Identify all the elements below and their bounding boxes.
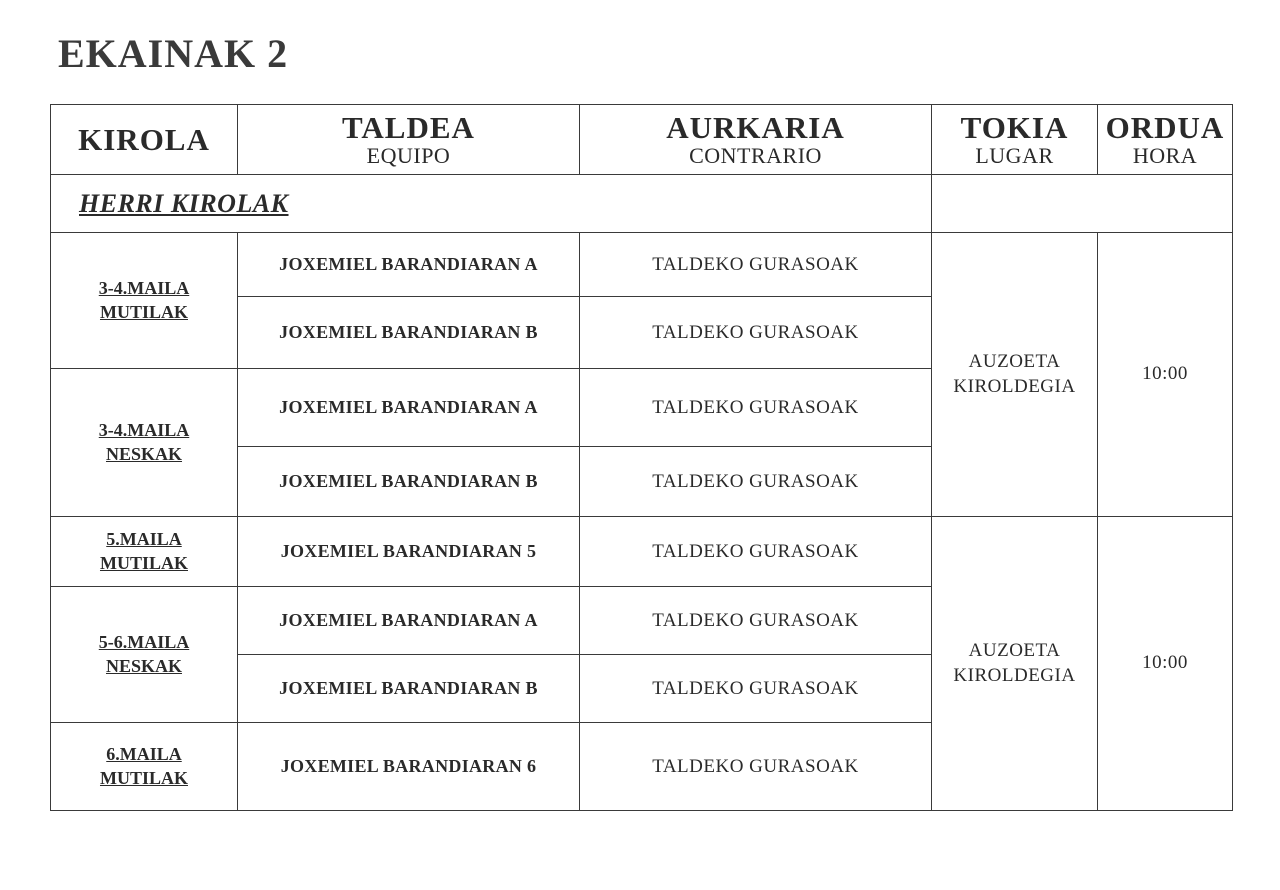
header-tokia [932,105,1098,175]
category-cell [51,369,238,517]
header-ordua [1098,105,1233,175]
section-empty-cell [932,175,1233,233]
category-gender: NESKAK [105,655,183,676]
team-cell: JOXEMIEL BARANDIARAN 6 [238,723,580,811]
category-cell [51,723,238,811]
page-title: EKAINAK 2 [58,31,289,76]
category-cell [51,517,238,587]
team-cell: JOXEMIEL BARANDIARAN A [238,369,580,447]
header-kirola-label: KIROLA [78,122,210,157]
opponent-cell: TALDEKO GURASOAK [580,447,932,517]
category-cell [51,233,238,369]
header-taldea-sub: EQUIPO [366,143,451,168]
header-ordua-sub: HORA [1132,143,1198,168]
category-gender: MUTILAK [99,552,188,573]
venue-name: AUZOETA [968,639,1061,661]
opponent-cell: TALDEKO GURASOAK [580,297,932,369]
header-tokia-sub: LUGAR [975,143,1054,168]
time-cell: 10:00 [1098,233,1233,517]
header-aurkaria-sub: CONTRARIO [689,143,822,168]
venue-building: KIROLDEGIA [953,664,1076,686]
opponent-cell: TALDEKO GURASOAK [580,233,932,297]
team-cell: JOXEMIEL BARANDIARAN A [238,233,580,297]
section-title: HERRI KIROLAK [51,175,932,233]
opponent-cell: TALDEKO GURASOAK [580,723,932,811]
team-cell: JOXEMIEL BARANDIARAN B [238,447,580,517]
opponent-cell: TALDEKO GURASOAK [580,655,932,723]
team-cell: JOXEMIEL BARANDIARAN 5 [238,517,580,587]
table-row [51,233,1233,297]
category-level: 5.MAILA [106,529,182,550]
schedule-table [50,104,1233,811]
venue-cell [932,233,1098,517]
category-level: 5-6.MAILA [98,632,190,653]
category-level: 3-4.MAILA [98,278,190,299]
section-row [51,175,1233,233]
team-cell: JOXEMIEL BARANDIARAN B [238,297,580,369]
header-kirola [51,105,238,175]
venue-cell [932,517,1098,811]
category-cell [51,587,238,723]
category-gender: MUTILAK [99,301,188,322]
category-gender: NESKAK [105,443,183,464]
team-cell: JOXEMIEL BARANDIARAN B [238,655,580,723]
header-tokia-label: TOKIA [960,110,1069,145]
team-cell: JOXEMIEL BARANDIARAN A [238,587,580,655]
venue-name: AUZOETA [968,350,1061,372]
opponent-cell: TALDEKO GURASOAK [580,587,932,655]
header-ordua-label: ORDUA [1105,110,1225,145]
header-taldea [238,105,580,175]
venue-building: KIROLDEGIA [953,375,1076,397]
table-row [51,517,1233,587]
time-cell: 10:00 [1098,517,1233,811]
header-aurkaria [580,105,932,175]
category-level: 6.MAILA [106,744,182,765]
header-row [51,105,1233,175]
opponent-cell: TALDEKO GURASOAK [580,517,932,587]
category-level: 3-4.MAILA [98,420,190,441]
category-gender: MUTILAK [99,767,188,788]
opponent-cell: TALDEKO GURASOAK [580,369,932,447]
header-aurkaria-label: AURKARIA [666,110,845,145]
header-taldea-label: TALDEA [342,110,475,145]
